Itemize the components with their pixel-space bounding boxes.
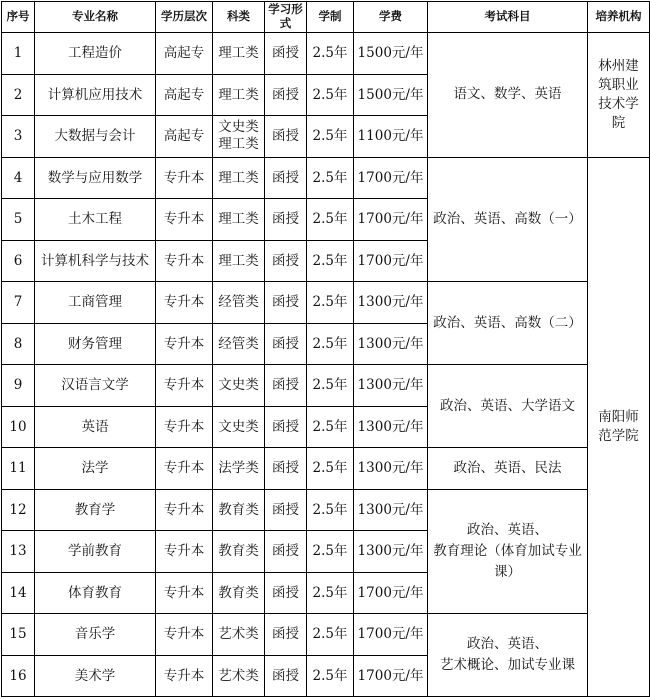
cell-level: 专升本 bbox=[156, 572, 213, 614]
cell-study-form: 函授 bbox=[265, 157, 307, 199]
cell-no: 14 bbox=[2, 572, 35, 614]
cell-duration: 2.5年 bbox=[307, 655, 354, 697]
cell-level: 专升本 bbox=[156, 406, 213, 448]
cell-level: 专升本 bbox=[156, 323, 213, 365]
table-header-row bbox=[2, 2, 650, 33]
cell-study-form: 函授 bbox=[265, 489, 307, 531]
cell-duration: 2.5年 bbox=[307, 531, 354, 573]
cell-fee: 1300元/年 bbox=[354, 489, 428, 531]
cell-major: 数学与应用数学 bbox=[35, 157, 156, 199]
table-row bbox=[2, 157, 650, 199]
cell-category: 文史类 bbox=[213, 365, 265, 407]
cell-study-form: 函授 bbox=[265, 199, 307, 241]
table-row bbox=[2, 33, 650, 75]
cell-fee: 1700元/年 bbox=[354, 240, 428, 282]
cell-no: 4 bbox=[2, 157, 35, 199]
cell-category: 理工类 bbox=[213, 240, 265, 282]
cell-study-form: 函授 bbox=[265, 116, 307, 158]
cell-duration: 2.5年 bbox=[307, 240, 354, 282]
cell-major: 土木工程 bbox=[35, 199, 156, 241]
cell-no: 11 bbox=[2, 448, 35, 490]
cell-level: 专升本 bbox=[156, 157, 213, 199]
header-study-form: 学习形式 bbox=[265, 2, 307, 33]
cell-major: 工程造价 bbox=[35, 33, 156, 75]
cell-duration: 2.5年 bbox=[307, 489, 354, 531]
cell-institution: 南阳师范学院 bbox=[588, 157, 650, 697]
cell-study-form: 函授 bbox=[265, 74, 307, 116]
header-level: 学历层次 bbox=[156, 2, 213, 33]
cell-major: 计算机科学与技术 bbox=[35, 240, 156, 282]
table-row bbox=[2, 365, 650, 407]
cell-fee: 1300元/年 bbox=[354, 448, 428, 490]
cell-fee: 1100元/年 bbox=[354, 116, 428, 158]
cell-study-form: 函授 bbox=[265, 282, 307, 324]
cell-fee: 1300元/年 bbox=[354, 365, 428, 407]
cell-category: 文史类 理工类 bbox=[213, 116, 265, 158]
cell-category: 教育类 bbox=[213, 531, 265, 573]
cell-level: 专升本 bbox=[156, 282, 213, 324]
cell-no: 7 bbox=[2, 282, 35, 324]
cell-major: 法学 bbox=[35, 448, 156, 490]
header-institution: 培养机构 bbox=[588, 2, 650, 33]
header-duration: 学制 bbox=[307, 2, 354, 33]
cell-fee: 1300元/年 bbox=[354, 406, 428, 448]
cell-fee: 1300元/年 bbox=[354, 282, 428, 324]
table-body bbox=[2, 33, 650, 697]
cell-major: 大数据与会计 bbox=[35, 116, 156, 158]
cell-exam-subjects: 语文、数学、英语 bbox=[428, 33, 588, 158]
cell-major: 学前教育 bbox=[35, 531, 156, 573]
cell-category: 经管类 bbox=[213, 282, 265, 324]
cell-study-form: 函授 bbox=[265, 531, 307, 573]
cell-level: 专升本 bbox=[156, 531, 213, 573]
cell-study-form: 函授 bbox=[265, 655, 307, 697]
cell-duration: 2.5年 bbox=[307, 116, 354, 158]
cell-level: 高起专 bbox=[156, 33, 213, 75]
table-row bbox=[2, 282, 650, 324]
cell-major: 教育学 bbox=[35, 489, 156, 531]
cell-major: 计算机应用技术 bbox=[35, 74, 156, 116]
cell-no: 12 bbox=[2, 489, 35, 531]
cell-duration: 2.5年 bbox=[307, 282, 354, 324]
cell-study-form: 函授 bbox=[265, 448, 307, 490]
cell-duration: 2.5年 bbox=[307, 33, 354, 75]
cell-study-form: 函授 bbox=[265, 33, 307, 75]
cell-category: 法学类 bbox=[213, 448, 265, 490]
header-exam-subjects: 考试科目 bbox=[428, 2, 588, 33]
cell-category: 理工类 bbox=[213, 74, 265, 116]
table-row bbox=[2, 614, 650, 656]
cell-duration: 2.5年 bbox=[307, 614, 354, 656]
cell-category: 教育类 bbox=[213, 572, 265, 614]
cell-no: 1 bbox=[2, 33, 35, 75]
cell-level: 专升本 bbox=[156, 199, 213, 241]
cell-major: 英语 bbox=[35, 406, 156, 448]
cell-fee: 1300元/年 bbox=[354, 323, 428, 365]
cell-exam-subjects: 政治、英语、民法 bbox=[428, 448, 588, 490]
cell-no: 8 bbox=[2, 323, 35, 365]
cell-fee: 1700元/年 bbox=[354, 572, 428, 614]
cell-major: 音乐学 bbox=[35, 614, 156, 656]
cell-no: 2 bbox=[2, 74, 35, 116]
cell-category: 理工类 bbox=[213, 33, 265, 75]
cell-major: 美术学 bbox=[35, 655, 156, 697]
table-row bbox=[2, 448, 650, 490]
cell-fee: 1300元/年 bbox=[354, 531, 428, 573]
cell-level: 专升本 bbox=[156, 655, 213, 697]
cell-no: 6 bbox=[2, 240, 35, 282]
cell-level: 专升本 bbox=[156, 489, 213, 531]
cell-fee: 1500元/年 bbox=[354, 33, 428, 75]
cell-category: 教育类 bbox=[213, 489, 265, 531]
cell-no: 5 bbox=[2, 199, 35, 241]
cell-category: 经管类 bbox=[213, 323, 265, 365]
cell-level: 专升本 bbox=[156, 365, 213, 407]
header-no: 序号 bbox=[2, 2, 35, 33]
cell-exam-subjects: 政治、英语、 艺术概论、加试专业课 bbox=[428, 614, 588, 697]
cell-study-form: 函授 bbox=[265, 572, 307, 614]
cell-fee: 1700元/年 bbox=[354, 199, 428, 241]
cell-study-form: 函授 bbox=[265, 240, 307, 282]
header-fee: 学费 bbox=[354, 2, 428, 33]
cell-study-form: 函授 bbox=[265, 365, 307, 407]
cell-level: 专升本 bbox=[156, 240, 213, 282]
cell-study-form: 函授 bbox=[265, 406, 307, 448]
cell-major: 体育教育 bbox=[35, 572, 156, 614]
cell-category: 文史类 bbox=[213, 406, 265, 448]
cell-study-form: 函授 bbox=[265, 614, 307, 656]
cell-level: 专升本 bbox=[156, 614, 213, 656]
cell-exam-subjects: 政治、英语、高数（二） bbox=[428, 282, 588, 365]
cell-exam-subjects: 政治、英语、高数（一） bbox=[428, 157, 588, 282]
cell-category: 理工类 bbox=[213, 199, 265, 241]
cell-institution: 林州建筑职业技术学院 bbox=[588, 33, 650, 158]
cell-no: 9 bbox=[2, 365, 35, 407]
cell-duration: 2.5年 bbox=[307, 323, 354, 365]
header-category: 科类 bbox=[213, 2, 265, 33]
table-row bbox=[2, 489, 650, 531]
cell-duration: 2.5年 bbox=[307, 572, 354, 614]
cell-category: 艺术类 bbox=[213, 614, 265, 656]
cell-level: 专升本 bbox=[156, 448, 213, 490]
cell-level: 高起专 bbox=[156, 74, 213, 116]
cell-category: 艺术类 bbox=[213, 655, 265, 697]
cell-major: 工商管理 bbox=[35, 282, 156, 324]
cell-duration: 2.5年 bbox=[307, 74, 354, 116]
cell-study-form: 函授 bbox=[265, 323, 307, 365]
cell-fee: 1700元/年 bbox=[354, 614, 428, 656]
cell-no: 15 bbox=[2, 614, 35, 656]
cell-duration: 2.5年 bbox=[307, 199, 354, 241]
cell-duration: 2.5年 bbox=[307, 157, 354, 199]
cell-no: 10 bbox=[2, 406, 35, 448]
cell-duration: 2.5年 bbox=[307, 365, 354, 407]
header-major: 专业名称 bbox=[35, 2, 156, 33]
cell-exam-subjects: 政治、英语、 教育理论（体育加试专业课） bbox=[428, 489, 588, 614]
cell-fee: 1700元/年 bbox=[354, 655, 428, 697]
cell-fee: 1500元/年 bbox=[354, 74, 428, 116]
cell-no: 16 bbox=[2, 655, 35, 697]
cell-duration: 2.5年 bbox=[307, 406, 354, 448]
cell-fee: 1700元/年 bbox=[354, 157, 428, 199]
cell-exam-subjects: 政治、英语、大学语文 bbox=[428, 365, 588, 448]
cell-category: 理工类 bbox=[213, 157, 265, 199]
cell-major: 汉语言文学 bbox=[35, 365, 156, 407]
cell-major: 财务管理 bbox=[35, 323, 156, 365]
cell-no: 13 bbox=[2, 531, 35, 573]
cell-duration: 2.5年 bbox=[307, 448, 354, 490]
cell-no: 3 bbox=[2, 116, 35, 158]
admissions-table bbox=[1, 1, 650, 697]
cell-level: 高起专 bbox=[156, 116, 213, 158]
